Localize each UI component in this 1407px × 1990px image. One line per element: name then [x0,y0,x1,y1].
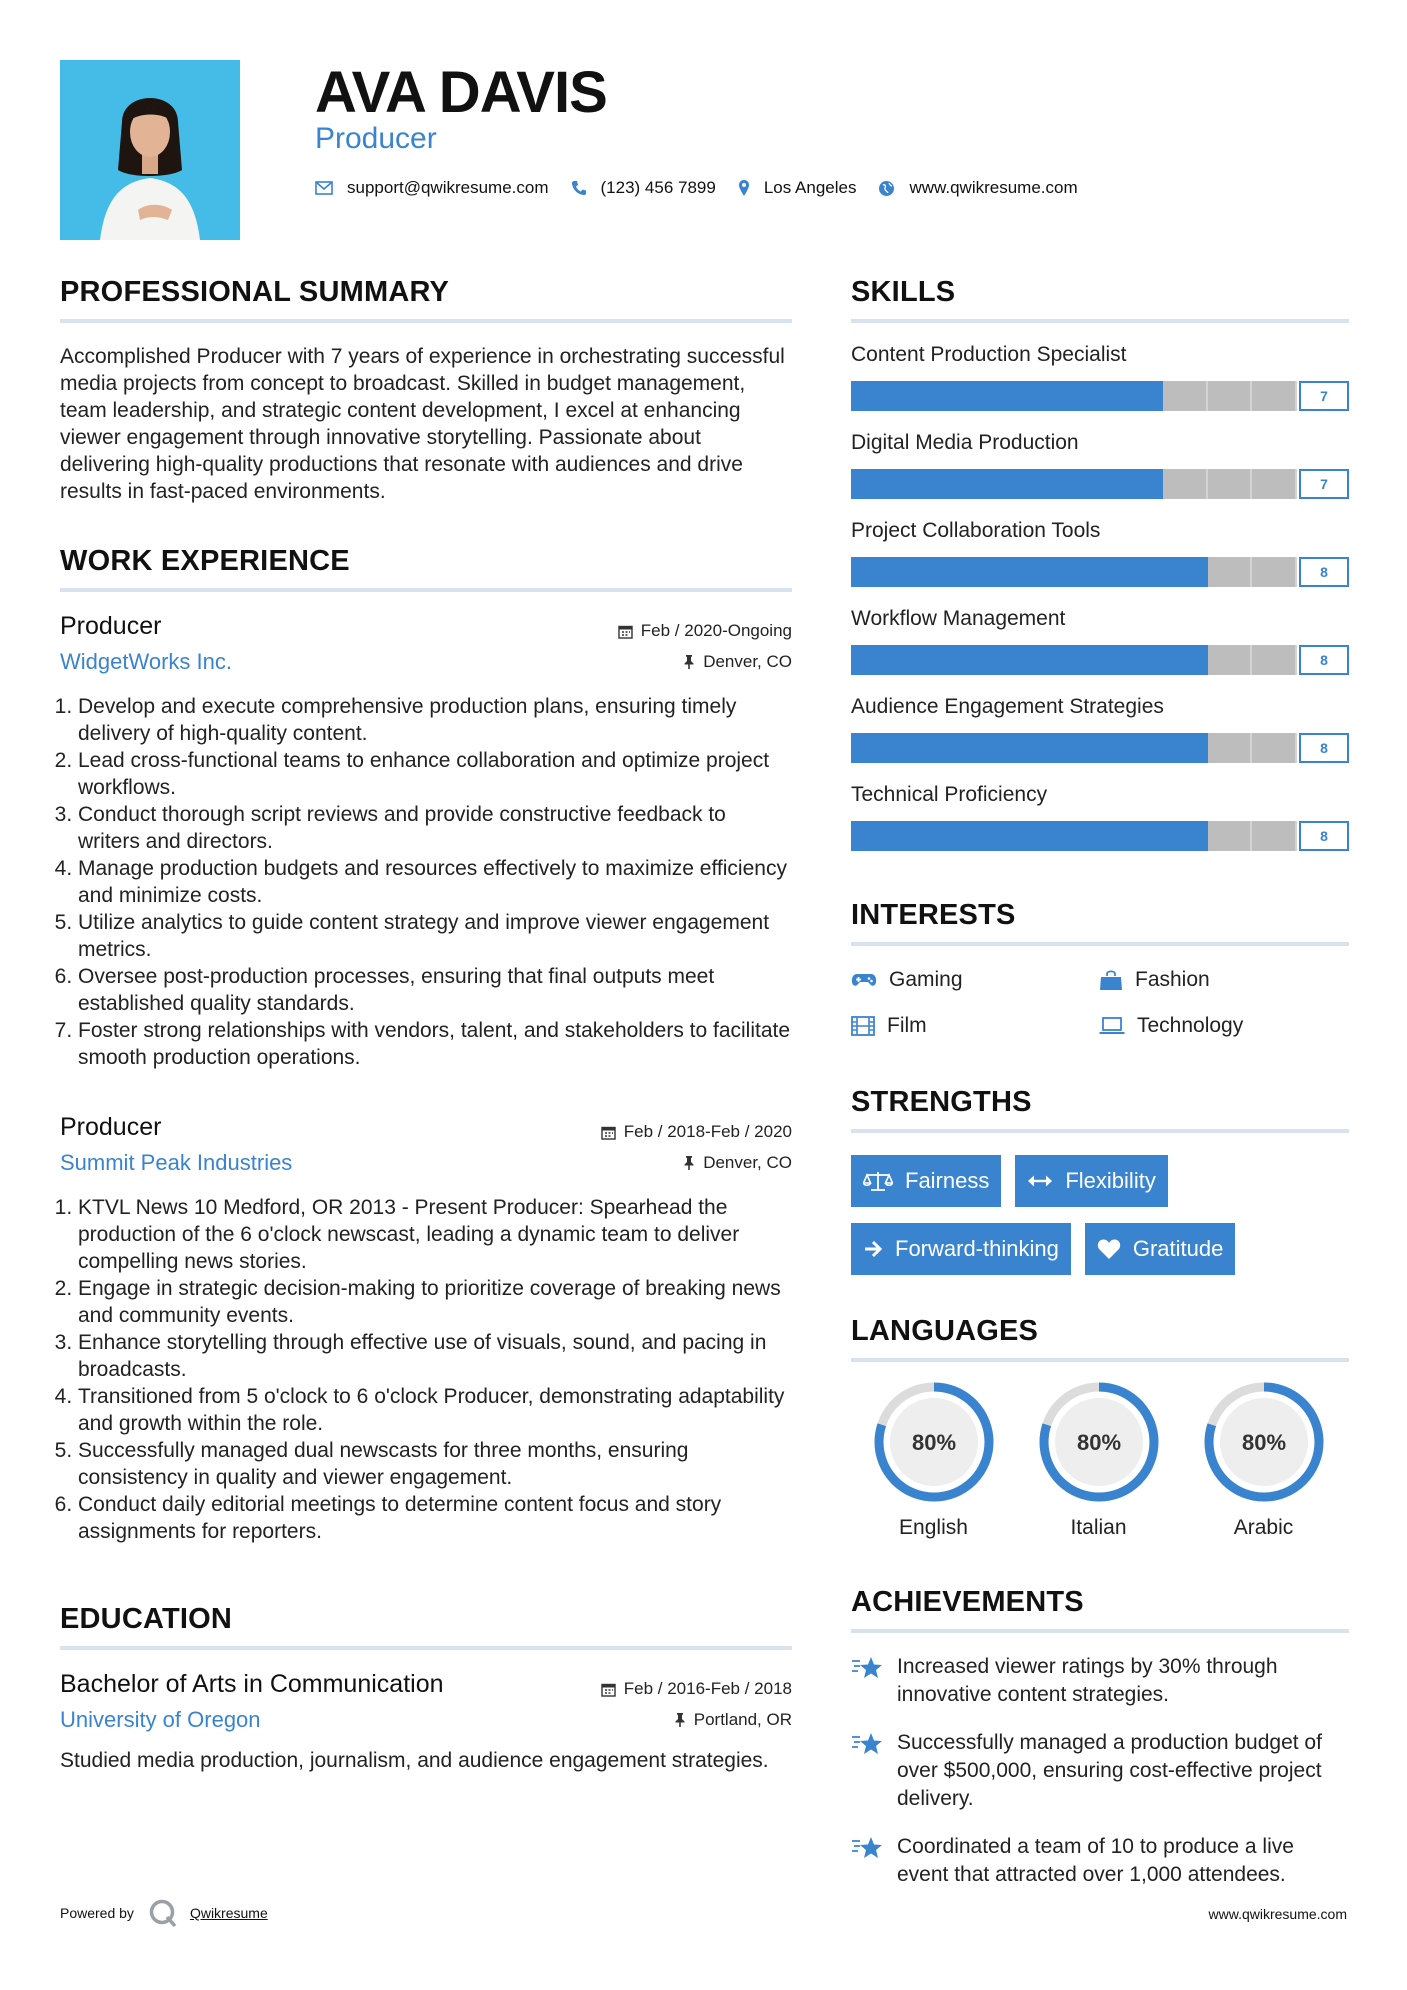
qwikresume-logo-icon [148,1898,178,1928]
education-location [674,1710,792,1730]
contact-website-text: www.qwikresume.com [909,178,1078,197]
strength-chip [851,1223,1071,1275]
achievement-text: Coordinated a team of 10 to produce a live event that attracted over 1,000 attendees. [897,1835,1294,1886]
education-location-text: Portland, OR [693,1710,792,1729]
achievement-item [851,1729,1349,1813]
profile-photo [60,60,240,240]
language-percent: 80% [911,1430,956,1455]
list-item: 3. Enhance storytelling through effective use of visuals, sound, and pacing in broadcasts. [78,1329,792,1383]
globe-icon [878,180,895,197]
job-company: Summit Peak Industries [60,1150,293,1175]
pushpin-icon [674,1712,686,1728]
interest-item [851,968,1099,992]
left-column [60,276,792,1774]
skill-bar-fill [851,821,1208,851]
job-location-text: Denver, CO [703,1153,792,1172]
achievements-title: ACHIEVEMENTS [851,1586,1084,1618]
skill-bar-fill [851,469,1163,499]
skill-bar [851,821,1349,851]
envelope-icon [315,181,333,195]
language-percent: 80% [1241,1430,1286,1455]
film-icon [851,1016,875,1036]
language-item [1016,1380,1181,1540]
skill-bar [851,381,1349,411]
interest-label: Fashion [1135,968,1210,991]
section-divider [851,1358,1349,1362]
language-progress-ring [1037,1380,1161,1504]
profile-photo-illustration [60,60,240,240]
language-item [851,1380,1016,1540]
job-company: WidgetWorks Inc. [60,649,232,674]
candidate-role: Producer [315,122,437,155]
heart-icon [1097,1238,1121,1260]
list-item: 3. Conduct thorough script reviews and provide constructive feedback to writers and directors. [78,801,792,855]
skill-name: Content Production Specialist [851,343,1127,366]
job-location [683,1153,792,1173]
contact-website[interactable] [878,178,1077,198]
education-section [60,1603,792,1774]
language-name: Italian [1070,1516,1127,1539]
list-item: 5. Utilize analytics to guide content strategy and improve viewer engagement metrics. [78,909,792,963]
skill-bar-fill [851,645,1208,675]
education-dates [601,1679,792,1699]
languages-title: LANGUAGES [851,1315,1039,1347]
calendar-icon [601,1125,616,1140]
strength-chip [851,1155,1001,1207]
strength-chip [1015,1155,1167,1207]
interest-label: Technology [1137,1014,1244,1037]
skill-item [851,431,1349,499]
shooting-star-icon [851,1731,883,1757]
achievement-item [851,1833,1349,1889]
education-entry [60,1670,792,1774]
skill-item [851,783,1349,851]
section-divider [851,942,1349,946]
skill-level-badge: 7 [1299,469,1349,499]
language-progress-ring [1202,1380,1326,1504]
brand-link[interactable]: Qwikresume [189,1905,268,1921]
section-divider [851,1129,1349,1133]
strengths-section [851,1086,1349,1275]
job-duties-list [60,693,792,1071]
skill-level-badge: 8 [1299,733,1349,763]
skills-title: SKILLS [851,276,956,308]
job-duties-list [60,1194,792,1545]
skill-bar-fill [851,381,1163,411]
skill-bar [851,469,1349,499]
contact-location-text: Los Angeles [763,178,857,197]
degree-title: Bachelor of Arts in Communication [60,1670,444,1698]
strength-label: Gratitude [1132,1236,1224,1261]
calendar-icon [601,1682,616,1697]
school-name: University of Oregon [60,1707,261,1732]
list-item: 4. Transitioned from 5 o'clock to 6 o'clock Producer, demonstrating adaptability and growth within the role. [78,1383,792,1437]
languages-section [851,1315,1349,1540]
job-title: Producer [60,612,162,640]
skill-name: Digital Media Production [851,431,1079,454]
language-progress-ring [872,1380,996,1504]
job-entry [60,1113,792,1545]
job-location [683,652,792,672]
achievement-text: Increased viewer ratings by 30% through innovative content strategies. [897,1655,1278,1706]
pushpin-icon [683,1155,695,1171]
footer-website[interactable]: www.qwikresume.com [1208,1906,1347,1922]
list-item: 4. Manage production budgets and resources effectively to maximize efficiency and minimize costs. [78,855,792,909]
balance-scale-icon [863,1170,893,1192]
contact-email-text: support@qwikresume.com [347,178,549,197]
footer-powered-by [60,1898,268,1928]
laptop-icon [1099,1017,1125,1035]
section-divider [60,319,792,323]
strength-label: Fairness [905,1168,990,1193]
calendar-icon [618,624,633,639]
arrows-horizontal-icon [1027,1174,1053,1188]
strength-label: Forward-thinking [895,1236,1059,1261]
language-name: Arabic [1233,1516,1294,1539]
list-item: 5. Successfully managed dual newscasts for three months, ensuring consistency in quality and viewer engagement. [78,1437,792,1491]
contact-phone-text: (123) 456 7899 [600,178,716,197]
skill-name: Technical Proficiency [851,783,1048,806]
interest-item [1099,1014,1347,1038]
phone-icon [571,180,587,196]
language-percent: 80% [1076,1430,1121,1455]
achievement-text: Successfully managed a production budget of over $500,000, ensuring cost-effective project delivery. [897,1731,1322,1810]
pushpin-icon [683,654,695,670]
skill-level-badge: 8 [1299,645,1349,675]
list-item: 1. KTVL News 10 Medford, OR 2013 - Present Producer: Spearhead the production of the 6 o'clock newscast, leading a dynamic team to deliver compelling news stories. [78,1194,792,1275]
interest-label: Gaming [889,968,963,991]
candidate-name: AVA DAVIS [315,60,607,125]
map-pin-icon [738,179,750,197]
shooting-star-icon [851,1835,883,1861]
skill-name: Project Collaboration Tools [851,519,1101,542]
list-item: 6. Oversee post-production processes, ensuring that final outputs meet established quality standards. [78,963,792,1017]
achievement-item [851,1653,1349,1709]
job-dates [601,1122,792,1142]
skill-item [851,519,1349,587]
strength-chip [1085,1223,1236,1275]
section-divider [60,588,792,592]
strength-label: Flexibility [1065,1168,1156,1193]
job-dates-text: Feb / 2018-Feb / 2020 [623,1122,792,1141]
gamepad-icon [851,972,877,988]
skill-item [851,695,1349,763]
job-location-text: Denver, CO [703,652,792,671]
skill-bar-fill [851,733,1208,763]
skill-level-badge: 7 [1299,381,1349,411]
skill-bar-fill [851,557,1208,587]
interests-title: INTERESTS [851,899,1016,931]
powered-by-label: Powered by [60,1905,134,1921]
education-description: Studied media production, journalism, and audience engagement strategies. [60,1749,769,1772]
strengths-title: STRENGTHS [851,1086,1032,1118]
list-item: 2. Lead cross-functional teams to enhance collaboration and optimize project workflows. [78,747,792,801]
skill-level-badge: 8 [1299,821,1349,851]
achievements-section [851,1586,1349,1889]
job-dates-text: Feb / 2020-Ongoing [640,621,792,640]
skills-list [851,343,1349,851]
interest-item [851,1014,1099,1038]
contact-email[interactable] [315,178,549,198]
section-divider [60,1646,792,1650]
contact-row [315,178,1100,198]
skill-name: Audience Engagement Strategies [851,695,1164,718]
interests-section [851,899,1349,1038]
right-column [851,276,1349,1889]
skill-level-badge: 8 [1299,557,1349,587]
section-divider [851,1629,1349,1633]
education-title: EDUCATION [60,1603,233,1635]
summary-text: Accomplished Producer with 7 years of experience in orchestrating successful media projects from concept to broadcast. Skilled in budget management, team leadership, and strategic content development, I excel at enhancing viewer engagement through innovative storytelling. Passionate about delivering high-quality productions that resonate with audiences and drive results in fast-paced environments. [60,345,785,503]
skill-item [851,607,1349,675]
shopping-bag-icon [1099,969,1123,991]
contact-location [738,178,857,198]
interest-item [1099,968,1347,992]
skill-bar [851,733,1349,763]
skill-name: Workflow Management [851,607,1066,630]
job-entry [60,612,792,1071]
experience-title: WORK EXPERIENCE [60,545,350,577]
section-divider [851,319,1349,323]
contact-phone[interactable] [571,178,716,198]
skill-item [851,343,1349,411]
summary-section [60,276,792,505]
skill-bar [851,645,1349,675]
skill-bar [851,557,1349,587]
list-item: 7. Foster strong relationships with vendors, talent, and stakeholders to facilitate smooth production operations. [78,1017,792,1071]
list-item: 1. Develop and execute comprehensive production plans, ensuring timely delivery of high-quality content. [78,693,792,747]
shooting-star-icon [851,1655,883,1681]
language-name: English [899,1516,968,1539]
job-dates [618,621,792,641]
skills-section [851,276,1349,851]
arrow-right-icon [863,1239,883,1259]
list-item: 6. Conduct daily editorial meetings to determine content focus and story assignments for reporters. [78,1491,792,1545]
job-title: Producer [60,1113,162,1141]
experience-section [60,545,792,1545]
interest-label: Film [887,1014,927,1037]
language-item [1181,1380,1346,1540]
education-dates-text: Feb / 2016-Feb / 2018 [623,1679,792,1698]
summary-title: PROFESSIONAL SUMMARY [60,276,450,308]
list-item: 2. Engage in strategic decision-making to prioritize coverage of breaking news and community events. [78,1275,792,1329]
